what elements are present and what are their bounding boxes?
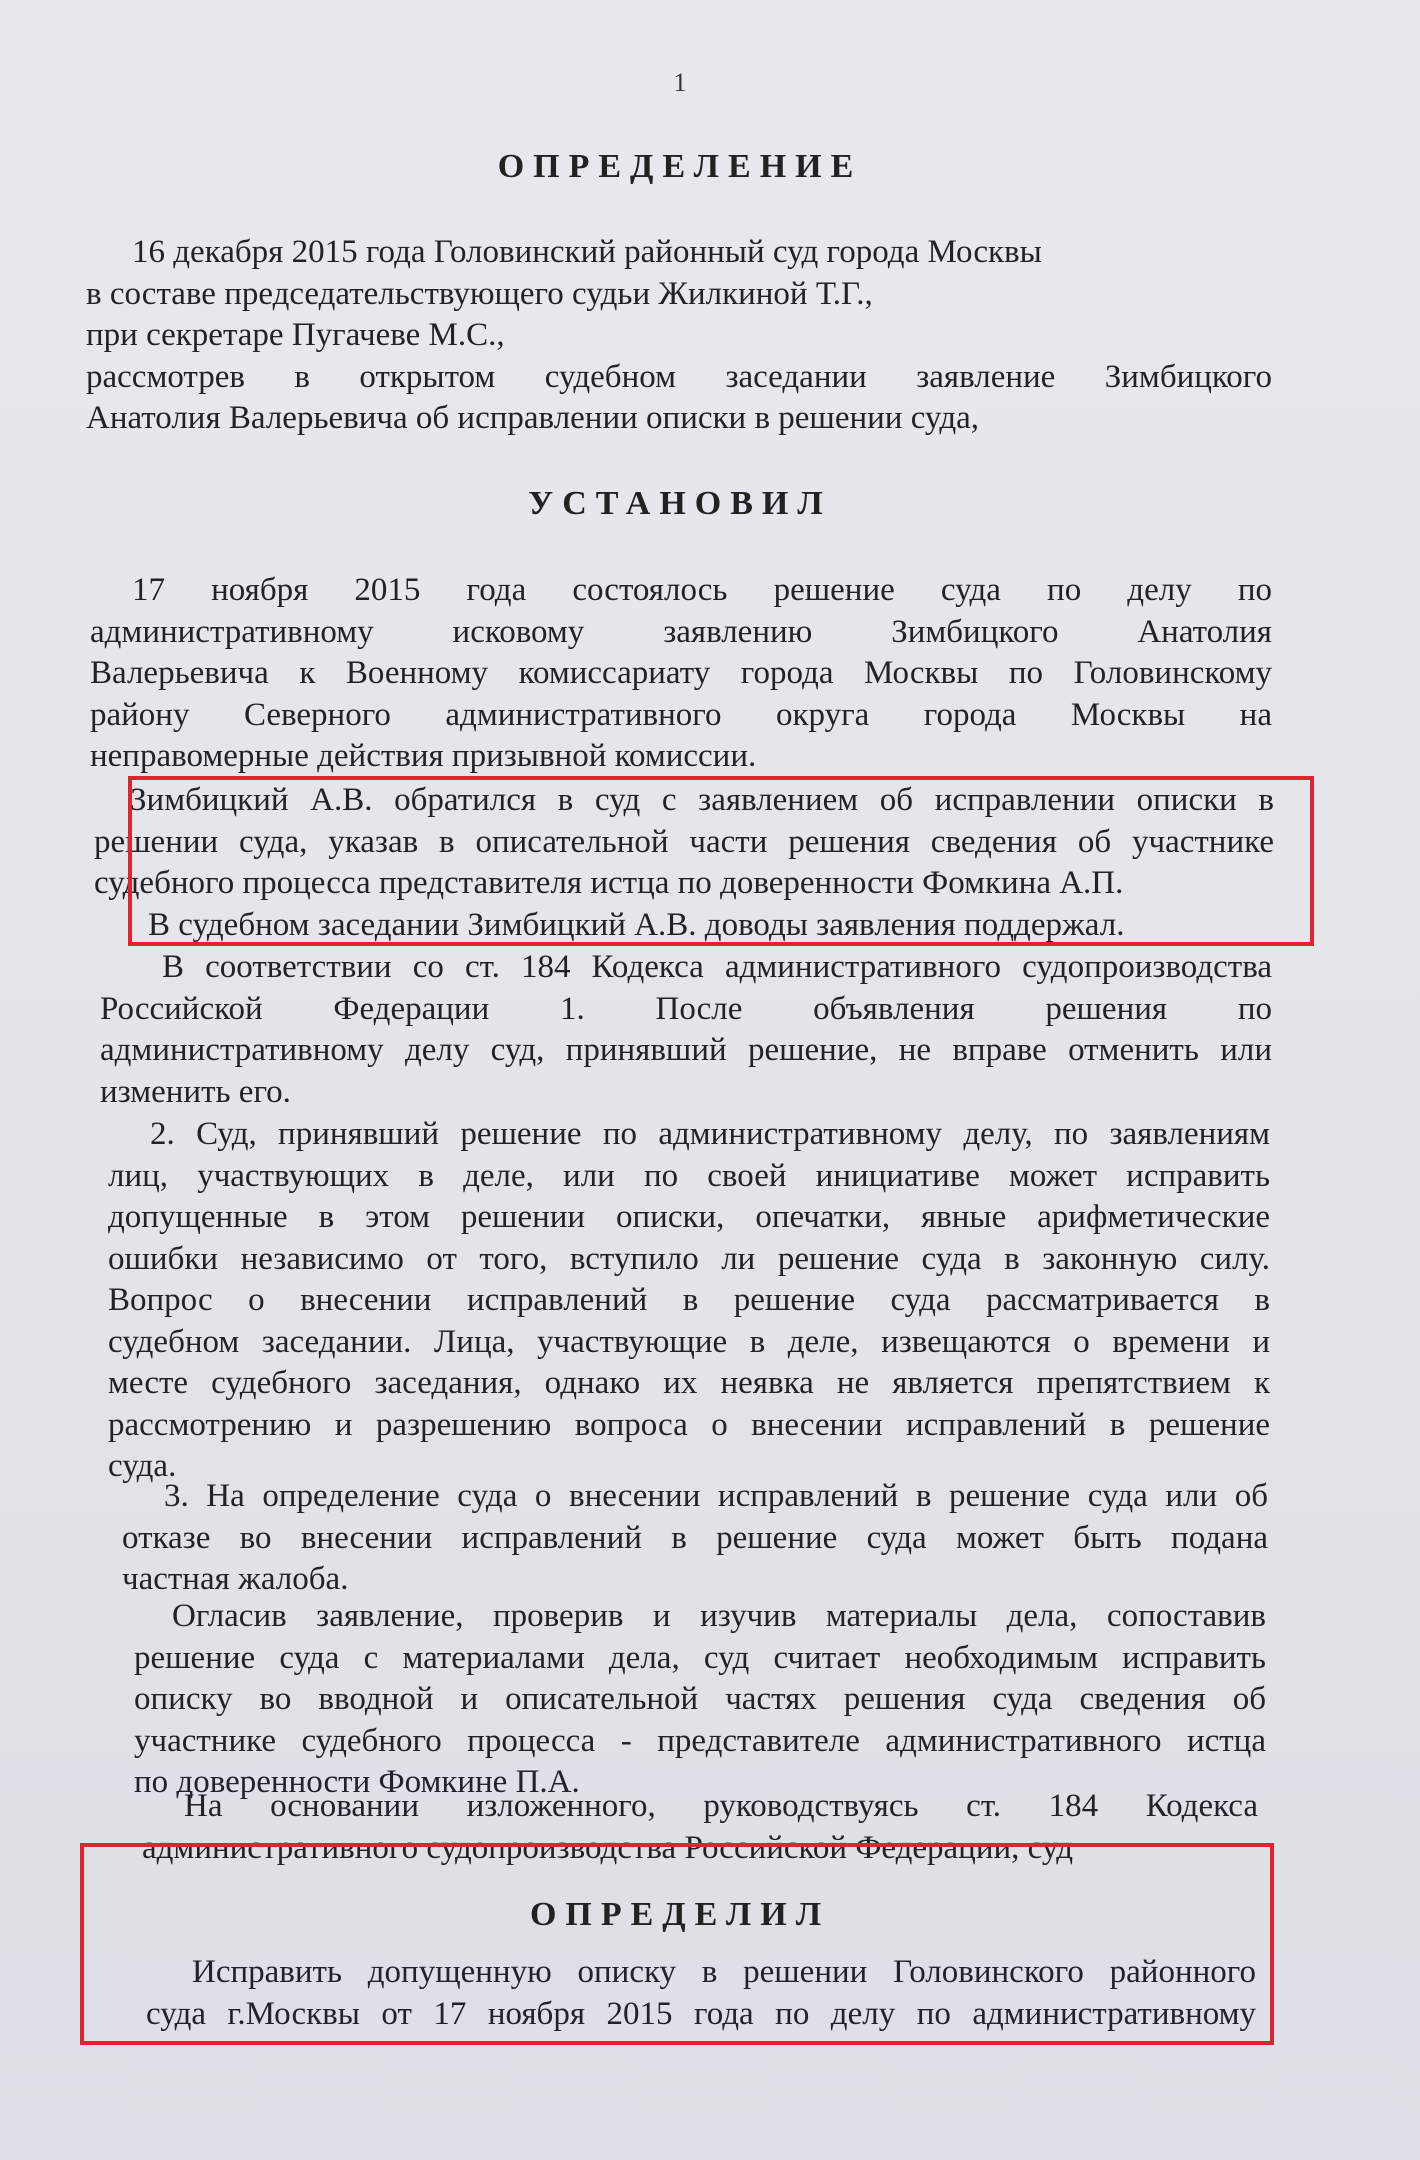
highlight-box-claim (128, 776, 1314, 946)
text-line: рассмотрению и разрешению вопроса о внесении исправлений в решение (108, 1406, 1270, 1443)
text-line: месте судебного заседания, однако их неявка не является препятствием к (108, 1365, 1270, 1401)
text-line: В соответствии со ст. 184 Кодекса административного судопроизводства (162, 949, 1272, 985)
text-line: административного судопроизводства Российской Федерации, суд (142, 1829, 1074, 1866)
document-title: ОПРЕДЕЛЕНИЕ (497, 148, 863, 185)
text-line: административному исковому заявлению Зимбицкого Анатолия (90, 613, 1272, 650)
text-line: отказе во внесении исправлений в решение суда может быть подана (122, 1519, 1268, 1556)
text-line: ошибки независимо от того, вступило ли решение суда в законную силу. (108, 1240, 1270, 1277)
text-line: Российской Федерации 1. После объявления решения по (100, 990, 1272, 1027)
text-line: суда. (108, 1448, 177, 1484)
intro-line: в составе председательствующего судьи Жилкиной Т.Г., (86, 275, 873, 312)
text-line: описку во вводной и описательной частях решения суда сведения об (134, 1681, 1266, 1717)
text-line: Зимбицкий А.В. обратился в суд с заявлением об исправлении описки в (130, 782, 1274, 818)
text-line: лиц, участвующих в деле, или по своей инициативе может исправить (108, 1157, 1270, 1194)
text-line: участнике судебного процесса - представителе административного истца (134, 1722, 1266, 1759)
paragraph-review (134, 1596, 1266, 1804)
section-heading-established: УСТАНОВИЛ (528, 485, 832, 522)
paragraph-point-3 (122, 1476, 1268, 1601)
intro-line: Анатолия Валерьевича об исправлении описки в решении суда, (86, 400, 980, 436)
paragraph-decision (90, 570, 1272, 778)
text-line: решение суда с материалами дела, суд считает необходимым исправить (134, 1639, 1266, 1676)
text-line: допущенные в этом решении описки, опечатки, явные арифметические (108, 1199, 1270, 1235)
intro-line: при секретаре Пугачеве М.С., (86, 317, 505, 353)
text-line: 2. Суд, принявший решение по административному делу, по заявлениям (150, 1116, 1270, 1152)
text-line: неправомерные действия призывной комиссии. (90, 738, 757, 774)
paragraph-article (100, 947, 1272, 1113)
text-line: На основании изложенного, руководствуясь ст. 184 Кодекса (184, 1788, 1258, 1824)
text-line: Огласив заявление, проверив и изучив материалы дела, сопоставив (172, 1598, 1266, 1634)
intro-line: рассмотрев в открытом судебном заседании заявление Зимбицкого (86, 358, 1272, 395)
intro-block (86, 232, 1272, 440)
highlight-box-resolution (80, 1843, 1274, 2045)
paragraph-point-2 (108, 1114, 1270, 1488)
text-line: 3. На определение суда о внесении исправлений в решение суда или об (164, 1478, 1268, 1514)
page-number: 1 (673, 68, 687, 97)
text-line: 17 ноября 2015 года состоялось решение суда по делу по (132, 572, 1272, 608)
text-line: судебном заседании. Лица, участвующие в деле, извещаются о времени и (108, 1323, 1270, 1360)
text-line: Валерьевича к Военному комиссариату города Москвы по Головинскому (90, 655, 1272, 691)
intro-line: 16 декабря 2015 года Головинский районный суд города Москвы (132, 234, 1042, 270)
text-line: по доверенности Фомкине П.А. (134, 1764, 580, 1800)
text-line: частная жалоба. (122, 1561, 349, 1597)
text-line: Вопрос о внесении исправлений в решение суда рассматривается в (108, 1282, 1270, 1318)
text-line: суда г.Москвы от 17 ноября 2015 года по делу по административному (146, 1995, 1256, 2032)
text-line: решении суда, указав в описательной части решения сведения об участнике (94, 823, 1274, 860)
text-line: судебного процесса представителя истца по доверенности Фомкина А.П. (94, 865, 1124, 901)
text-line: Исправить допущенную описку в решении Головинского районного (192, 1954, 1256, 1990)
text-line: В судебном заседании Зимбицкий А.В. доводы заявления поддержал. (148, 906, 1125, 943)
text-line: административному делу суд, принявший решение, не вправе отменить или (100, 1032, 1272, 1068)
text-line: району Северного административного округа города Москвы на (90, 696, 1272, 733)
text-line: изменить его. (100, 1073, 291, 1110)
section-heading-determined: ОПРЕДЕЛИЛ (529, 1896, 831, 1933)
